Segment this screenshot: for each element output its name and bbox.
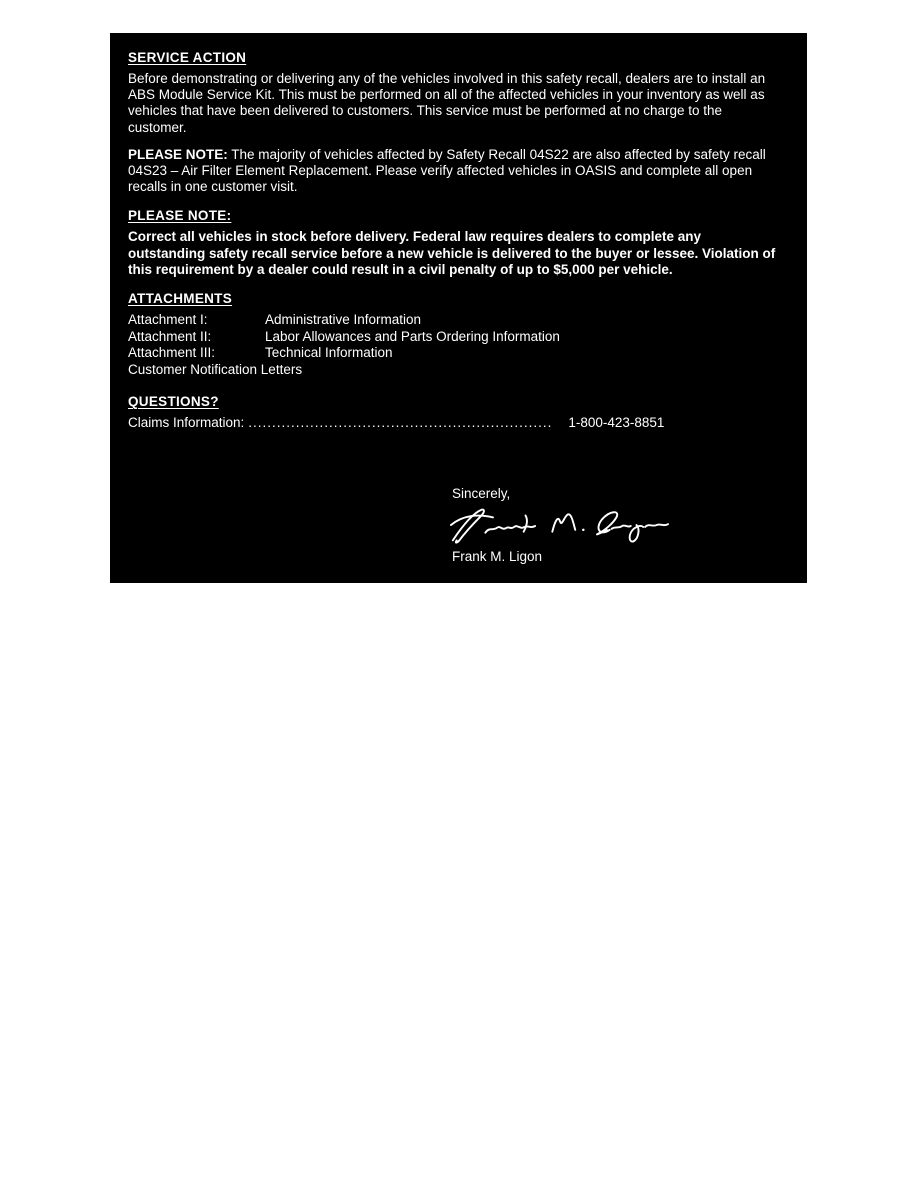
attachment-row [128, 345, 789, 362]
signature-block [452, 486, 789, 565]
attachments-heading: ATTACHMENTS [128, 291, 233, 307]
attachments-list [128, 312, 789, 378]
please-note-1-body: The majority of vehicles affected by Safety Recall 04S22 are also affected by safety recall 04S23 – Air Filter Element Replacement. Please verify affected vehicles in OASIS and complete all open recalls in one customer visit. [128, 146, 766, 195]
service-action-heading: SERVICE ACTION [128, 50, 247, 65]
attachment-value: Technical Information [265, 345, 393, 361]
recall-bulletin-panel [110, 33, 807, 583]
claims-information-line [128, 415, 789, 432]
attachment-label: Attachment I: [128, 312, 208, 328]
signature-image [446, 504, 672, 548]
attachment-label: Attachment III: [128, 345, 216, 361]
attachment-label: Attachment II: [128, 328, 212, 344]
attachment-value: Administrative Information [265, 312, 422, 328]
attachment-row [128, 329, 789, 346]
attachment-row [128, 312, 789, 329]
please-note-2-heading: PLEASE NOTE: [128, 208, 232, 224]
claims-label: Claims Information: [128, 415, 245, 431]
printed-name: Frank M. Ligon [452, 548, 543, 564]
please-note-2-paragraph: Correct all vehicles in stock before delivery. Federal law requires dealers to complete any outstanding safety recall service before a new vehicle is delivered to the buyer or lessee. Violation of this requirement by a dealer could result in a civil penalty of up to $5,000 per vehicle. [128, 229, 776, 277]
attachments-footer: Customer Notification Letters [128, 361, 303, 377]
dotted-leader: ................................................................ [248, 415, 553, 431]
claims-phone-number: 1-800-423-8851 [568, 415, 665, 431]
questions-heading: QUESTIONS? [128, 394, 219, 410]
attachment-value: Labor Allowances and Parts Ordering Information [265, 328, 560, 344]
please-note-1-label: PLEASE NOTE: [128, 146, 228, 162]
closing-salutation: Sincerely, [452, 485, 511, 501]
service-action-paragraph: Before demonstrating or delivering any of the vehicles involved in this safety recall, dealers are to install an ABS Module Service Kit. This must be performed on all of the affected vehicles in your inventory as well as vehicles that have been delivered to customers. This service must be performed at no charge to the customer. [128, 71, 766, 135]
please-note-1-paragraph [128, 147, 780, 196]
attachments-footer-line [128, 362, 789, 379]
